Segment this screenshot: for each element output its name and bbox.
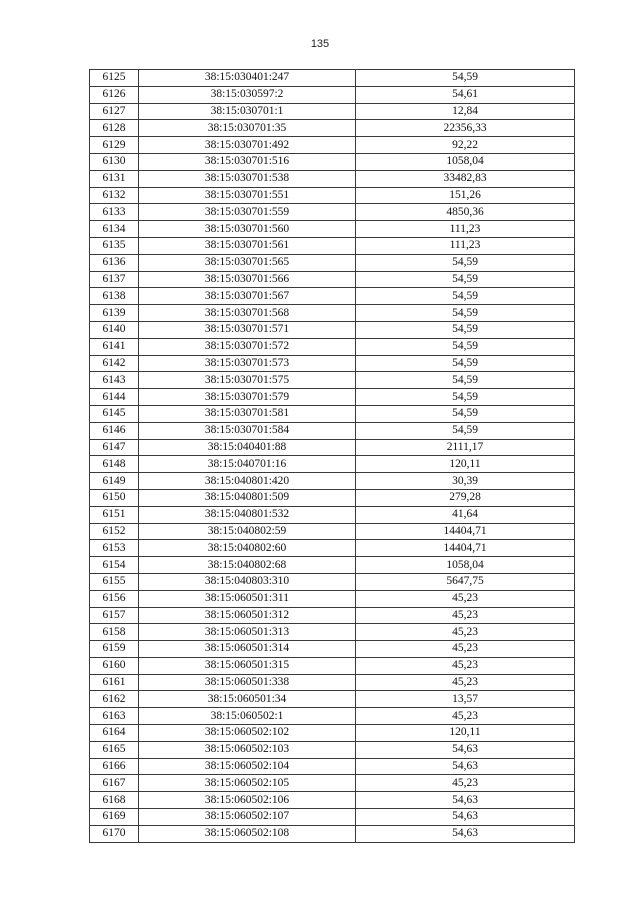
cadastral-number-cell: 38:15:030701:1 [139,103,356,120]
table-row [90,540,575,557]
row-number-cell: 6129 [90,137,139,154]
cadastral-number-cell: 38:15:040701:16 [139,456,356,473]
value-cell: 30,39 [356,473,575,490]
cadastral-number-cell: 38:15:030701:572 [139,338,356,355]
cadastral-number-cell: 38:15:040802:60 [139,540,356,557]
value-cell: 14404,71 [356,523,575,540]
value-cell: 54,61 [356,86,575,103]
row-number-cell: 6139 [90,305,139,322]
table-row [90,372,575,389]
table-row [90,153,575,170]
cadastral-number-cell: 38:15:030701:579 [139,389,356,406]
table-row [90,641,575,658]
cadastral-number-cell: 38:15:030701:581 [139,405,356,422]
table-row [90,809,575,826]
cadastral-number-cell: 38:15:060501:314 [139,641,356,658]
value-cell: 151,26 [356,187,575,204]
cadastral-number-cell: 38:15:030701:561 [139,237,356,254]
value-cell: 111,23 [356,221,575,238]
table-row [90,170,575,187]
value-cell: 54,59 [356,305,575,322]
row-number-cell: 6163 [90,708,139,725]
row-number-cell: 6125 [90,70,139,87]
table-row [90,204,575,221]
table-row [90,86,575,103]
table-row [90,792,575,809]
row-number-cell: 6159 [90,641,139,658]
value-cell: 54,63 [356,809,575,826]
table-row [90,473,575,490]
row-number-cell: 6149 [90,473,139,490]
value-cell: 120,11 [356,456,575,473]
cadastral-number-cell: 38:15:060502:108 [139,825,356,842]
value-cell: 14404,71 [356,540,575,557]
value-cell: 45,23 [356,708,575,725]
cadastral-number-cell: 38:15:060501:338 [139,674,356,691]
row-number-cell: 6126 [90,86,139,103]
row-number-cell: 6158 [90,624,139,641]
cadastral-number-cell: 38:15:030701:551 [139,187,356,204]
row-number-cell: 6161 [90,674,139,691]
value-cell: 33482,83 [356,170,575,187]
table-row [90,221,575,238]
row-number-cell: 6132 [90,187,139,204]
table-row [90,439,575,456]
cadastral-number-cell: 38:15:030701:559 [139,204,356,221]
cadastral-number-cell: 38:15:060502:103 [139,741,356,758]
value-cell: 54,63 [356,758,575,775]
row-number-cell: 6153 [90,540,139,557]
cadastral-number-cell: 38:15:060502:106 [139,792,356,809]
cadastral-number-cell: 38:15:060502:105 [139,775,356,792]
value-cell: 120,11 [356,725,575,742]
table-row [90,237,575,254]
cadastral-number-cell: 38:15:030701:560 [139,221,356,238]
value-cell: 54,63 [356,825,575,842]
row-number-cell: 6168 [90,792,139,809]
cadastral-number-cell: 38:15:030701:573 [139,355,356,372]
row-number-cell: 6143 [90,372,139,389]
cadastral-number-cell: 38:15:030701:584 [139,422,356,439]
value-cell: 45,23 [356,607,575,624]
row-number-cell: 6144 [90,389,139,406]
row-number-cell: 6167 [90,775,139,792]
row-number-cell: 6145 [90,405,139,422]
row-number-cell: 6151 [90,506,139,523]
table-row [90,624,575,641]
row-number-cell: 6142 [90,355,139,372]
table-row [90,271,575,288]
table-row [90,557,575,574]
row-number-cell: 6160 [90,657,139,674]
table-row [90,506,575,523]
value-cell: 54,59 [356,355,575,372]
table-row [90,422,575,439]
row-number-cell: 6154 [90,557,139,574]
cadastral-number-cell: 38:15:030701:567 [139,288,356,305]
table-row [90,137,575,154]
row-number-cell: 6131 [90,170,139,187]
value-cell: 22356,33 [356,120,575,137]
value-cell: 54,59 [356,389,575,406]
cadastral-number-cell: 38:15:060502:1 [139,708,356,725]
value-cell: 54,59 [356,288,575,305]
value-cell: 1058,04 [356,153,575,170]
row-number-cell: 6155 [90,573,139,590]
cadastral-value-table [89,69,575,843]
cadastral-number-cell: 38:15:060502:102 [139,725,356,742]
value-cell: 54,59 [356,254,575,271]
table-row [90,120,575,137]
cadastral-number-cell: 38:15:060501:34 [139,691,356,708]
table-row [90,389,575,406]
row-number-cell: 6152 [90,523,139,540]
table-row [90,657,575,674]
value-cell: 45,23 [356,775,575,792]
row-number-cell: 6138 [90,288,139,305]
table-row [90,725,575,742]
value-cell: 54,59 [356,405,575,422]
row-number-cell: 6170 [90,825,139,842]
value-cell: 54,59 [356,271,575,288]
cadastral-number-cell: 38:15:040803:310 [139,573,356,590]
cadastral-number-cell: 38:15:040801:420 [139,473,356,490]
value-cell: 4850,36 [356,204,575,221]
table-row [90,405,575,422]
table-row [90,288,575,305]
cadastral-number-cell: 38:15:060502:107 [139,809,356,826]
value-cell: 54,59 [356,372,575,389]
row-number-cell: 6162 [90,691,139,708]
value-cell: 41,64 [356,506,575,523]
cadastral-number-cell: 38:15:030701:571 [139,321,356,338]
cadastral-number-cell: 38:15:030701:35 [139,120,356,137]
row-number-cell: 6130 [90,153,139,170]
cadastral-number-cell: 38:15:030701:566 [139,271,356,288]
table-row [90,741,575,758]
table-row [90,708,575,725]
table-row [90,607,575,624]
cadastral-number-cell: 38:15:060501:311 [139,590,356,607]
value-cell: 279,28 [356,489,575,506]
table-body [90,70,575,843]
table-row [90,590,575,607]
cadastral-number-cell: 38:15:040802:68 [139,557,356,574]
value-cell: 54,63 [356,741,575,758]
value-cell: 1058,04 [356,557,575,574]
value-cell: 45,23 [356,624,575,641]
cadastral-number-cell: 38:15:030701:575 [139,372,356,389]
cadastral-number-cell: 38:15:040401:88 [139,439,356,456]
row-number-cell: 6128 [90,120,139,137]
cadastral-number-cell: 38:15:030701:538 [139,170,356,187]
row-number-cell: 6136 [90,254,139,271]
table-row [90,674,575,691]
value-cell: 54,59 [356,321,575,338]
cadastral-number-cell: 38:15:040801:509 [139,489,356,506]
table-row [90,70,575,87]
value-cell: 45,23 [356,657,575,674]
cadastral-number-cell: 38:15:040801:532 [139,506,356,523]
row-number-cell: 6150 [90,489,139,506]
row-number-cell: 6164 [90,725,139,742]
value-cell: 13,57 [356,691,575,708]
table-row [90,573,575,590]
row-number-cell: 6134 [90,221,139,238]
cadastral-number-cell: 38:15:030401:247 [139,70,356,87]
table-row [90,187,575,204]
value-cell: 54,59 [356,70,575,87]
value-cell: 92,22 [356,137,575,154]
table-row [90,338,575,355]
row-number-cell: 6169 [90,809,139,826]
row-number-cell: 6165 [90,741,139,758]
row-number-cell: 6135 [90,237,139,254]
table-row [90,103,575,120]
value-cell: 111,23 [356,237,575,254]
table-row [90,489,575,506]
cadastral-number-cell: 38:15:030701:565 [139,254,356,271]
cadastral-number-cell: 38:15:060501:312 [139,607,356,624]
table-row [90,305,575,322]
value-cell: 2111,17 [356,439,575,456]
value-cell: 45,23 [356,674,575,691]
cadastral-number-cell: 38:15:030701:516 [139,153,356,170]
table-row [90,456,575,473]
row-number-cell: 6146 [90,422,139,439]
row-number-cell: 6166 [90,758,139,775]
cadastral-number-cell: 38:15:060502:104 [139,758,356,775]
cadastral-number-cell: 38:15:030701:492 [139,137,356,154]
cadastral-number-cell: 38:15:030597:2 [139,86,356,103]
cadastral-number-cell: 38:15:040802:59 [139,523,356,540]
row-number-cell: 6157 [90,607,139,624]
value-cell: 45,23 [356,641,575,658]
row-number-cell: 6141 [90,338,139,355]
table-row [90,758,575,775]
cadastral-number-cell: 38:15:060501:313 [139,624,356,641]
value-cell: 12,84 [356,103,575,120]
value-cell: 54,63 [356,792,575,809]
table-row [90,523,575,540]
table-row [90,825,575,842]
table-row [90,321,575,338]
row-number-cell: 6147 [90,439,139,456]
page-number: 135 [310,38,330,50]
row-number-cell: 6133 [90,204,139,221]
value-cell: 5647,75 [356,573,575,590]
cadastral-number-cell: 38:15:060501:315 [139,657,356,674]
value-cell: 54,59 [356,422,575,439]
row-number-cell: 6127 [90,103,139,120]
table-row [90,775,575,792]
row-number-cell: 6137 [90,271,139,288]
table-row [90,691,575,708]
row-number-cell: 6156 [90,590,139,607]
cadastral-number-cell: 38:15:030701:568 [139,305,356,322]
value-cell: 54,59 [356,338,575,355]
table-row [90,254,575,271]
row-number-cell: 6148 [90,456,139,473]
row-number-cell: 6140 [90,321,139,338]
value-cell: 45,23 [356,590,575,607]
table-row [90,355,575,372]
